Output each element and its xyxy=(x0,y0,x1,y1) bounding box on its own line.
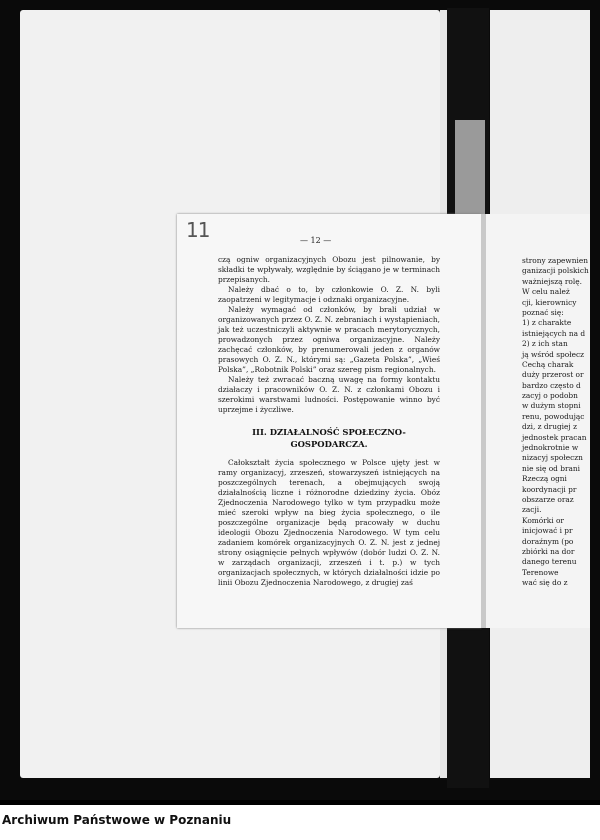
text-line: nizacyj społeczn xyxy=(522,453,583,463)
section-heading-line: GOSPODARCZA. xyxy=(290,439,368,449)
text-line: renu, powodując xyxy=(522,411,585,421)
paragraph: Należy wymagać od członków, by brali udział w organizowanych przez O. Z. N. zebraniach i wystąpieniach, jak też uczestniczyli aktywnie w pracach merytorycznych, prowadzonych przez ogniwa organizacyjne. Należy zachęcać członków, by prenumerowali jeden z organów prasowych O. Z. N., którymi są: „Gazeta Polska”, „Wieś Polska”, „Robotnik Polski” oraz szereg pism regionalnych. xyxy=(218,305,440,374)
text-line: 1) z charakte xyxy=(522,318,572,328)
text-line: wać się do z xyxy=(522,578,568,588)
archive-name: Archiwum Państwowe w Poznaniu xyxy=(2,813,232,827)
section-heading xyxy=(218,426,440,450)
text-line: ganizacji polskich xyxy=(522,266,589,276)
text-line: poznać się: xyxy=(522,307,564,317)
page-number: — 12 — xyxy=(300,236,331,245)
section-heading-line: III. DZIAŁALNOŚĆ SPOŁECZNO- xyxy=(252,427,406,437)
text-line: jednostek pracan xyxy=(522,432,587,442)
text-line: Rzeczą ogni xyxy=(522,474,567,484)
paragraph: Całokształt życia społecznego w Polsce ujęty jest w ramy organizacyj, zrzeszeń, stowarzyszeń istniejących na poszczególnych terenach, a obejmujących swoją działalnością liczne i różnorodne dziedziny życia. Obóz Zjednoczenia Narodowego tylko w tym przypadku może mieć szeroki wpływ na bieg życia społecznego, o ile poszczególne organizacje będą pracowały w duchu ideologii Obozu Zjednoczenia Narodowego. W tym celu zadaniem komórek organizacyjnych O. Z. N. jest z jednej strony osiągnięcie pełnych wpływów (dobór ludzi O. Z. N. w zarządach organizacji, zrzeszeń i t. p.) w tych organizacjach społecznych, w których działalności idzie po linii Obozu Zjednoczenia Narodowego, z drugiej zaś xyxy=(218,458,440,587)
text-line: istniejących na d xyxy=(522,328,586,338)
right-page-fragment xyxy=(522,256,600,589)
text-line: inicjować i pr xyxy=(522,526,573,536)
pencil-annotation: 11 xyxy=(186,218,210,242)
paragraph: Należy dbać o to, by członkowie O. Z. N. byli zaopatrzeni w legitymacje i odznaki organizacyjne. xyxy=(218,285,440,304)
text-line: Cechą charak xyxy=(522,359,574,369)
text-line: obszarze oraz xyxy=(522,494,574,504)
text-line: ją wśród społecz xyxy=(522,349,585,359)
text-line: nie się od brani xyxy=(522,463,581,473)
text-line: duży przerost or xyxy=(522,370,584,380)
text-line: Terenowe xyxy=(522,567,559,577)
paragraph: czą ogniw organizacyjnych Obozu jest pilnowanie, by składki te wpływały, względnie by ściągano je w terminach przepisanych. xyxy=(218,255,440,284)
binding-tape xyxy=(455,120,485,215)
paragraph: Należy też zwracać baczną uwagę na formy kontaktu działaczy i pracowników O. Z. N. z członkami Obozu i szerokimi warstwami ludności. Postępowanie winno być uprzejme i życzliwe. xyxy=(218,375,440,414)
archive-footer xyxy=(0,805,600,840)
text-line: bardzo często d xyxy=(522,380,581,390)
text-line: zbiórki na dor xyxy=(522,546,575,556)
text-line: cji, kierownicy xyxy=(522,297,577,307)
text-line: Komórki or xyxy=(522,515,564,525)
text-line: W celu należ xyxy=(522,287,570,297)
text-line: 2) z ich stan xyxy=(522,339,568,349)
section-text xyxy=(218,458,440,588)
text-line: zacyj o podobn xyxy=(522,391,578,401)
left-page-text xyxy=(218,255,440,415)
text-line: doraźnym (po xyxy=(522,536,574,546)
text-line: jednokrotnie w xyxy=(522,443,579,453)
text-line: dzi, z drugiej z xyxy=(522,422,577,432)
text-line: danego terenu xyxy=(522,557,577,567)
text-line: strony zapewnien xyxy=(522,256,589,265)
text-line: zacji. xyxy=(522,505,542,515)
text-line: koordynacji pr xyxy=(522,484,577,494)
text-line: ważniejszą rolę. xyxy=(522,276,582,286)
text-line: w dużym stopni xyxy=(522,401,581,411)
